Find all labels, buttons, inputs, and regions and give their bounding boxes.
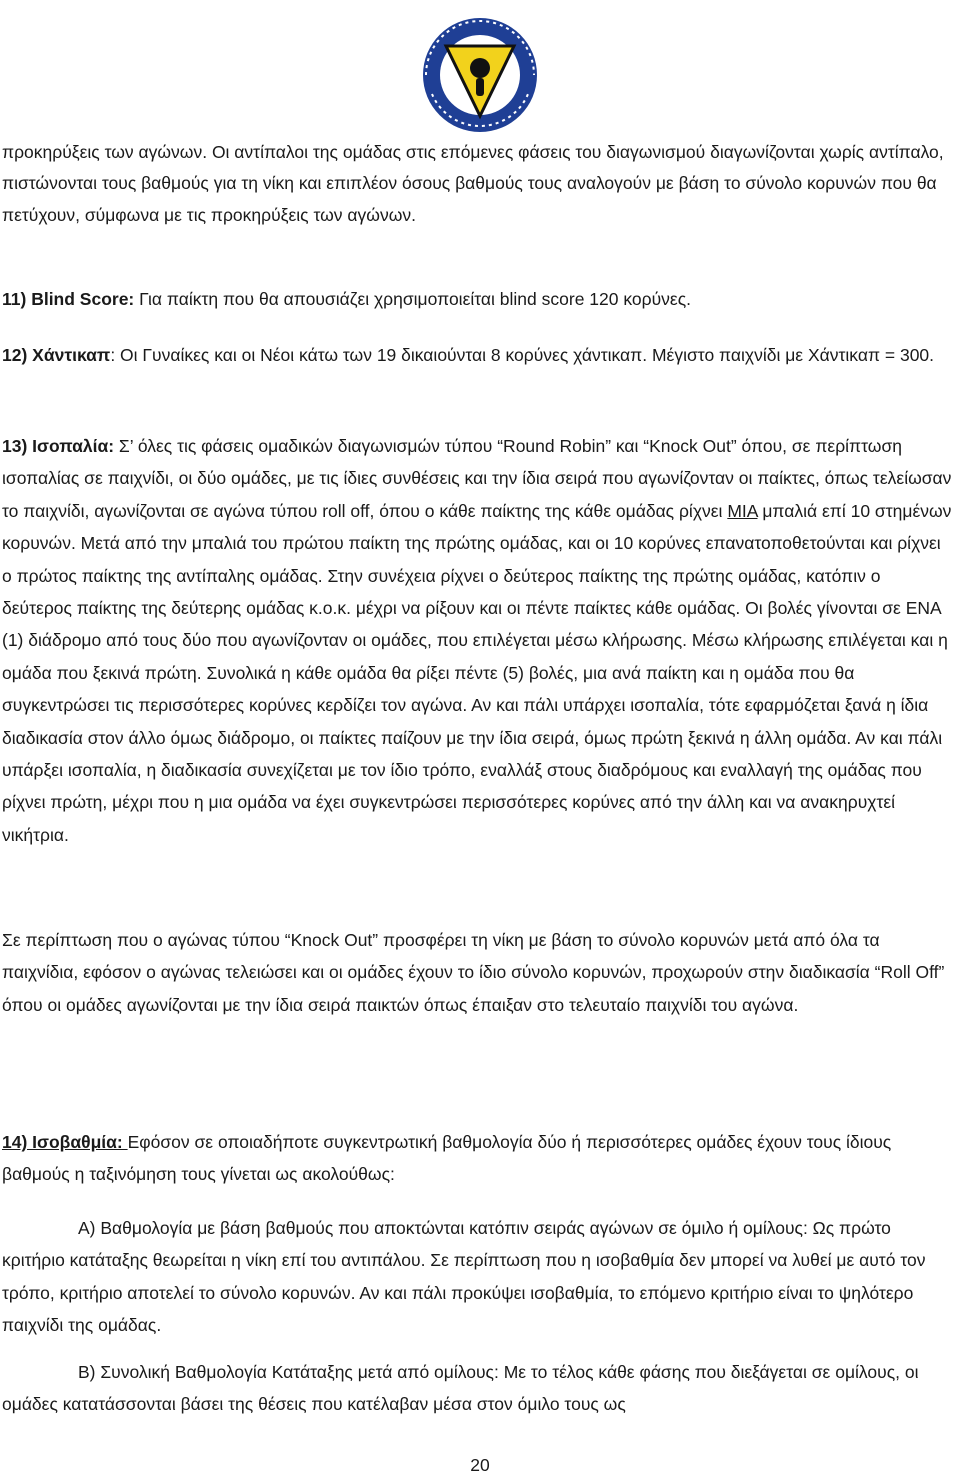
item-11-text: Για παίκτη που θα απουσιάζει χρησιμοποιείται blind score 120 κορύνες. [134, 289, 691, 309]
item-14-b-text: Β) Συνολική Βαθμολογία Κατάταξης μετά από ομίλους: Με το τέλος κάθε φάσης που διεξάγεται σε ομίλους, οι ομάδες κατατάσσονται βάσει της θέσεις που κατέλαβαν μέσα στον όμιλο τους ως [2, 1362, 919, 1415]
item-11-paragraph [2, 284, 952, 315]
item-13-text-after: μπαλιά επί 10 στημένων κορυνών. Μετά από την μπαλιά του πρώτου παίκτη της πρώτης ομάδας, και οι 10 κορύνες επανατοποθετούνται και ρίχνει ο πρώτος παίκτης της αντίπαλης ομάδας. Στην συνέχεια ρίχνει ο δεύτερος παίκτης της πρώτης ομάδας, κατόπιν ο δεύτερος παίκτης της δεύτερης ομάδας κ.ο.κ. μέχρι να ρίξουν και οι πέντε παίκτες κάθε ομάδας. Οι βολές γίνονται σε ΕΝΑ (1) διάδρομο από τους δύο που αγωνίζονταν οι ομάδες, που επιλέγεται μέσω κλήρωσης. Μέσω κλήρωσης επιλέγεται και η ομάδα που ξεκινά πρώτη. Συνολικά η κάθε ομάδα θα ρίξει πέντε (5) βολές, μια ανά παίκτη και η ομάδα που θα συγκεντρώσει τις περισσότερες κορύνες κερδίζει τον αγώνα. Αν και πάλι υπάρχει ισοπαλία, τότε εφαρμόζεται ξανά η ίδια διαδικασία στον άλλο όμως διάδρομο, οι παίκτες παίζουν με την ίδια σειρά, όμως πρώτη ξεκινά η άλλη ομάδα. Αν και πάλι υπάρξει ισοπαλία, η διαδικασία συνεχίζεται με τον ίδιο τρόπο, εναλλάξ στους διαδρόμους και εναλλαγή της ομάδας που ρίχνει πρώτη, μέχρι που η μια ομάδα να έχει συγκεντρώσει περισσότερες κορύνες από την άλλη και να ανακηρυχτεί νικήτρια. [2, 500, 952, 845]
item-12-text: : Οι Γυναίκες και οι Νέοι κάτω των 19 δικαιούνται 8 κορύνες χάντικαπ. Μέγιστο παιχνίδι με Χάντικαπ = 300. [110, 345, 935, 365]
item-14-b-paragraph [2, 1356, 952, 1421]
item-12-paragraph [2, 340, 952, 371]
item-14-text: Εφόσον σε οποιαδήποτε συγκεντρωτική βαθμολογία δύο ή περισσότερες ομάδες έχουν τους ίδιους βαθμούς η ταξινόμηση τους γίνεται ως ακολούθως: [2, 1132, 892, 1185]
item-14-a-paragraph [2, 1212, 952, 1342]
item-14-heading: 14) Ισοβαθμία: [2, 1132, 128, 1152]
intro-text: προκηρύξεις των αγώνων. Οι αντίπαλοι της ομάδας στις επόμενες φάσεις του διαγωνισμού διαγωνίζονται χωρίς αντίπαλο, πιστώνονται τους βαθμούς για τη νίκη και επιπλέον όσους βαθμούς τους αναλογούν με βάση το σύνολο κορυνών που θα πετύχουν, σύμφωνα με τις προκηρύξεις των αγώνων. [2, 142, 944, 225]
item-12-heading: 12) Χάντικαπ [2, 345, 111, 365]
federation-logo-icon [416, 16, 544, 134]
item-14-paragraph [2, 1126, 952, 1191]
page-number: 20 [470, 1455, 490, 1475]
item-13-paragraph [2, 430, 952, 851]
item-13-text-before: Σ’ όλες τις φάσεις ομαδικών διαγωνισμών τύπου “Round Robin” και “Knock Out” όπου, σε περίπτωση ισοπαλίας σε παιχνίδι, οι δύο ομάδες, με τις ίδιες συνθέσεις και την ίδια σειρά που αγωνίζονταν οι παίκτες, όπως τελείωσαν το παιχνίδι, αγωνίζονται σε αγώνα τύπου roll off, όπου ο κάθε παίκτης της κάθε ομάδας ρίχνει [2, 436, 952, 521]
intro-paragraph [2, 137, 952, 231]
item-13-heading: 13) Ισοπαλία: [2, 436, 115, 456]
item-13-underlined-word: ΜΙΑ [727, 500, 758, 521]
knockout-text: Σε περίπτωση που ο αγώνας τύπου “Knock Out” προσφέρει τη νίκη με βάση το σύνολο κορυνών μετά από όλα τα παιχνίδια, εφόσον ο αγώνας τελειώσει και οι ομάδες έχουν το ίδιο σύνολο κορυνών, προχωρούν στην διαδικασία “Roll Off” όπου οι ομάδες αγωνίζονται με την ίδια σειρά παικτών όπως έπαιξαν στο τελευταίο παιχνίδι του αγώνα. [2, 930, 945, 1015]
federation-logo [416, 16, 544, 134]
knockout-paragraph [2, 924, 952, 1021]
item-11-heading: 11) Blind Score: [2, 289, 135, 309]
item-14-a-text: Α) Βαθμολογία με βάση βαθμούς που αποκτώνται κατόπιν σειράς αγώνων σε όμιλο ή ομίλους: Ως πρώτο κριτήριο κατάταξης θεωρείται η νίκη επί του αντιπάλου. Σε περίπτωση που η ισοβαθμία δεν μπορεί να λυθεί με αυτό τον τρόπο, κριτήριο αποτελεί το σύνολο κορυνών. Αν και πάλι προκύψει ισοβαθμία, το επόμενο κριτήριο είναι το ψηλότερο παιχνίδι της ομάδας. [2, 1218, 926, 1336]
